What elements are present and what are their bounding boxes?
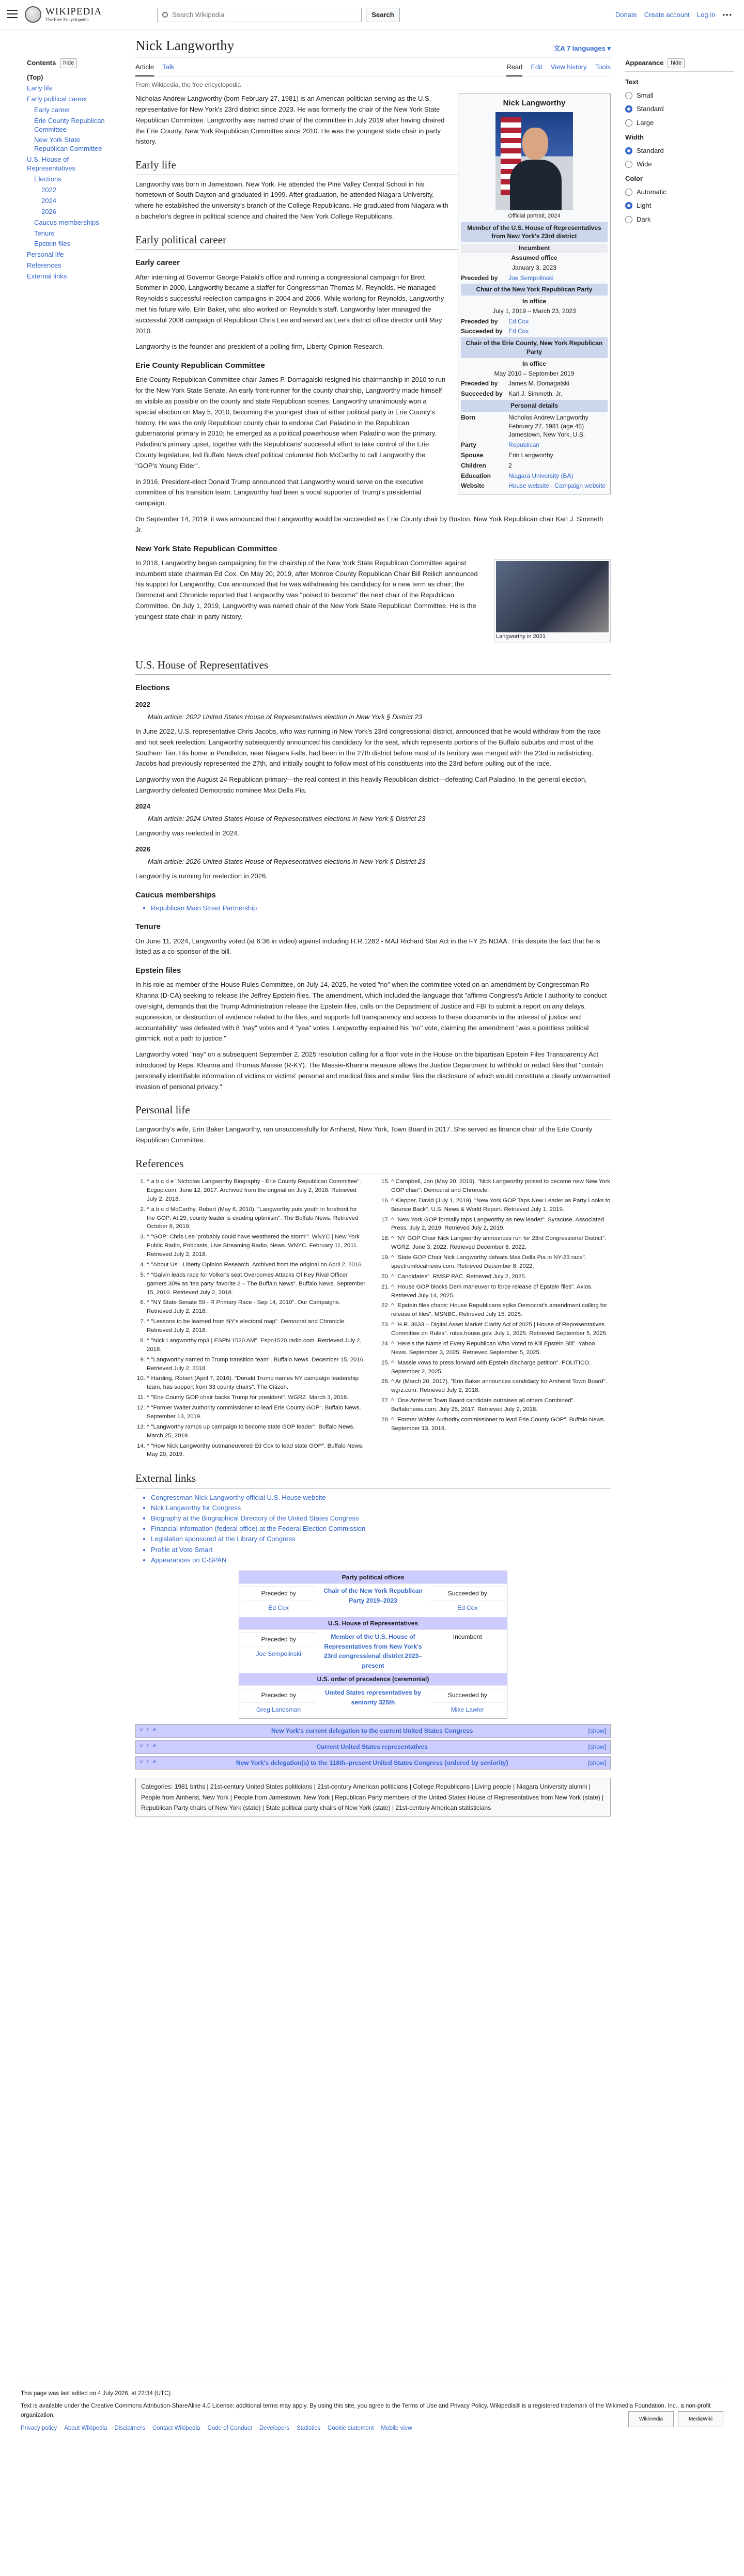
website-label: Website (461, 482, 485, 490)
spouse-value: Erin Langworthy (508, 452, 553, 459)
toc-item[interactable]: Erie County Republican Committee (34, 116, 105, 133)
erie-paragraph: Erie County Republican Committee chair James P. Domagalski resigned his chairmanship in 2010 to run for the New York State Senate. An early front-runner for the county chairship, Langworthy made himself as visible as possible on the county and state Republican scenes. Langworthy unanimously won a special election on May 5, 2010, becoming the youngest chair of either political party in Erie County's history. He was the only Republican county chair to endorse Carl Paladino in the Republican gubernatorial primary in 2010; he emerged as a political powerhouse when Paladino won the primary. Paladino's primary upset, together with the Republicans' successful effort to take control of the Erie County legislature, led Buffalo News chief political columnist Bob McCarthy to call Langworthy the "GOP's Young Elder". (135, 376, 446, 470)
toc-item[interactable]: Elections (34, 175, 61, 183)
website-links[interactable]: House website · Campaign website (508, 482, 606, 490)
tab-view-history[interactable]: View history (550, 63, 587, 71)
radio-icon (625, 119, 632, 127)
lead-paragraph: Nicholas Andrew Langworthy (born February 27, 1981) is an American politician serving as the U.S. representative for New York's 23rd district since 2023. He was formerly the chair of the New York State Republican Committee. Langworthy was named chair of the committee in July 2019 after having chaired the Erie County, New York Republican Committee since 2010. He was the youngest state chair in party history. (135, 95, 445, 146)
reference-item: 8. ^ "Nick Langworthy.mp3 | ESPN 1520 AM". Espn1520.radio.com. Retrieved July 2, 2018. (147, 1337, 366, 1354)
wikipedia-logo[interactable] (25, 6, 102, 23)
mediawiki-badge[interactable]: MediaWiki (678, 2411, 723, 2427)
party-label: Party (461, 441, 477, 449)
preceded-by-label: Preceded by (461, 317, 498, 325)
reference-item: 4. ^ "About Us". Liberty Opinion Research. Archived from the original on April 2, 2016. (147, 1261, 366, 1269)
term-dates: July 1, 2019 – March 23, 2023 (492, 307, 576, 315)
login-link[interactable]: Log in (696, 11, 716, 19)
navbox-title[interactable]: New York's current delegation to the current United States Congress (271, 1727, 473, 1735)
toc-item[interactable]: Caucus memberships (34, 218, 99, 226)
footer-link[interactable]: Cookie statement (328, 2425, 374, 2432)
reference-item: 9. ^ "Langworthy named to Trump transition team". Buffalo News. December 15, 2016. Retrieved July 2, 2018. (147, 1356, 366, 1373)
heading-2026: 2026 (135, 845, 150, 853)
assumed-office-label: Assumed office (511, 254, 557, 261)
radio-icon (625, 189, 632, 196)
footer-link[interactable]: Developers (259, 2425, 290, 2432)
office-county-chair[interactable]: Chair of the Erie County, New York Republican Party (461, 337, 608, 358)
toc-hide-button[interactable]: hide (60, 58, 77, 68)
reference-item: 23. ^ "H.R. 3633 – Digital Asset Market Clarity Act of 2025 | House of Representatives Committee on Rules". rules.house.gov. July 1, 2025. Retrieved September 5, 2025. (391, 1321, 611, 1338)
office-link[interactable]: Chair of the New York Republican Party 2019–2023 (318, 1584, 428, 1617)
heading-erie-county: Erie County Republican Committee (135, 361, 265, 370)
appearance-panel (625, 58, 734, 228)
toc-item[interactable]: 2026 (41, 207, 56, 215)
width-label: Width (625, 133, 644, 141)
heading-references: References (135, 1155, 611, 1174)
page-tabs (135, 59, 611, 76)
toc-title: Contents (27, 59, 56, 67)
heading-external-links: External links (135, 1470, 611, 1488)
color-label: Color (625, 175, 643, 183)
toc-item[interactable]: External links (27, 272, 67, 281)
toc-item[interactable]: U.S. House of Representatives (27, 156, 75, 173)
navbox-show-button[interactable]: [show] (588, 1759, 606, 1766)
precedence-title: U.S. order of precedence (ceremonial) (239, 1673, 507, 1686)
reference-item: 5. ^ "Galvin leads race for Volker's seat Overcomes Attacks Of Key Rival Officer garners 30% as 'tea party' favorite 2 – The Buffalo News". Buffalo News. September 15, 2010. Retrieved July 2, 2018. (147, 1271, 366, 1297)
text-size-label: Text (625, 78, 639, 86)
thumbnail-figure[interactable] (494, 559, 611, 643)
reference-item: 10. ^ Harding, Robert (April 7, 2016). "Donald Trump names NY campaign leadership team, has support from 33 county chairs". The Citizen. (147, 1374, 366, 1392)
reference-item: 25. ^ "Massie vows to press forward with Epstein discharge petition". POLITICO. September 2, 2025. (391, 1359, 611, 1376)
reference-item: 16. ^ Klepper, David (July 1, 2019). "New York GOP Taps New Leader as Party Looks to Bounce Back". U.S. News & World Report. Retrieved July 1, 2019. (391, 1197, 611, 1214)
election-2024-paragraph: Langworthy was reelected in 2024. (135, 829, 239, 837)
heading-caucus: Caucus memberships (135, 890, 216, 899)
external-link[interactable]: • Congressman Nick Langworthy official U.S. House website (151, 1493, 611, 1503)
text-option-small[interactable]: Small (625, 90, 734, 101)
succeeded-by-label: Succeeded by (461, 328, 503, 335)
navbox-show-button[interactable]: [show] (588, 1727, 606, 1735)
globe-icon (25, 6, 41, 23)
appearance-title: Appearance (625, 59, 664, 67)
tab-read[interactable]: Read (506, 59, 522, 76)
heading-nys-committee: New York State Republican Committee (135, 544, 277, 553)
width-option-standard[interactable]: Standard (625, 146, 734, 156)
children-value: 2 (508, 461, 512, 469)
reference-item: 11. ^ "Erie County GOP chair backs Trump for president". WGRZ. March 3, 2016. (147, 1393, 366, 1402)
succeeded-by-link[interactable]: Ed Cox (430, 1601, 505, 1615)
preceded-by-label: Preceded by (241, 1586, 316, 1601)
nys-paragraph: In 2018, Langworthy began campaigning for the chairship of the New York State Republican Committee against incumbent state chairman Ed Cox. On May 20, 2019, after Monroe County Republican Chair Bill Reilich announced his support for Langworthy, Cox announced that he was withdrawing his candidacy for a new term as chair; the Democrat and Chronicle reported that Langworthy was "poised to become" the next chair of the Republican Committee. On July 1, 2019, Langworthy was named chair of the New York State Republican Committee. He is the youngest state chair in party history. (135, 558, 478, 620)
reference-item: 15. ^ Campbell, Jon (May 20, 2019). "Nick Langworthy poised to become new New York GOP chair". Democrat and Chronicle. (391, 1177, 611, 1195)
footer-links (21, 2424, 723, 2433)
preceded-by-link[interactable]: Greg Landsman (241, 1702, 316, 1717)
succeeded-by-label: Succeeded by (430, 1688, 505, 1702)
site-sub: From Wikipedia, the free encyclopedia (135, 81, 241, 88)
reference-item: 12. ^ "Former Walter Authority commissioner to lead Erie County GOP". Buffalo News. September 13, 2019. (147, 1404, 366, 1421)
footer-link[interactable]: Privacy policy (21, 2425, 57, 2432)
navbox-collapsed[interactable] (135, 1724, 611, 1738)
navbox-collapsed[interactable] (135, 1740, 611, 1754)
reference-item: 21. ^ "House GOP blocks Dem maneuver to force release of Epstein files". Axios. Retrieved July 14, 2025. (391, 1283, 611, 1300)
navbox-title[interactable]: New York's delegation(s) to the 118th–present United States Congress (ordered by seniority) (236, 1759, 508, 1766)
office-state-chair[interactable]: Chair of the New York Republican Party (461, 284, 608, 296)
tenure-paragraph: On June 11, 2024, Langworthy voted (at 6:36 in video) against including H.R.1282 - MAJ Richard Star Act in the FY 25 NDAA. This despite the fact that he is listed as a co-sponsor of the bill. (135, 937, 600, 956)
radio-selected-icon (625, 105, 632, 113)
search-button[interactable]: Search (366, 8, 400, 22)
office-house[interactable]: Member of the U.S. House of Representatives from New York's 23rd district (461, 222, 608, 243)
tab-article[interactable]: Article (135, 59, 154, 76)
spouse-label: Spouse (461, 452, 484, 459)
vte-links[interactable]: v · t · e (140, 1759, 157, 1765)
radio-selected-icon (625, 147, 632, 154)
office-link[interactable]: United States representatives by seniority 325th (318, 1685, 428, 1718)
early-life-paragraph: Langworthy was born in Jamestown, New York. He attended the Pine Valley Central School in his hometown of South Dayton and graduated in 1999. After graduation, he attended Niagara University, where he established the university's branch of the College Republicans. He graduated from Niagara with a bachelor's degree in political science and chaired the New York College Republicans. (135, 180, 448, 221)
in-office-label: In office (522, 298, 546, 305)
footer-link[interactable]: About Wikipedia (64, 2425, 107, 2432)
navbox-show-button[interactable]: [show] (588, 1743, 606, 1750)
toc-item[interactable]: Early life (27, 84, 53, 92)
external-link[interactable]: • Biography at the Biographical Directory of the United States Congress (151, 1513, 611, 1524)
references-column-left (147, 1177, 366, 1461)
appearance-hide-button[interactable]: hide (668, 58, 685, 68)
children-label: Children (461, 461, 486, 469)
hatnote-2024[interactable]: Main article: 2024 United States House of Representatives elections in New York § District 23 (148, 814, 426, 823)
thumbnail-caption: Langworthy in 2021 (496, 633, 546, 640)
toc-item[interactable]: Early career (34, 105, 71, 114)
heading-epstein: Epstein files (135, 966, 181, 975)
footer-link[interactable]: Mobile view (381, 2425, 412, 2432)
radio-icon (625, 161, 632, 168)
caucus-item[interactable]: • Republican Main Street Partnership (151, 903, 611, 913)
external-link[interactable]: • Profile at Vote Smart (151, 1545, 611, 1555)
category-links[interactable]: Categories: 1981 births | 21st-century United States politicians | 21st-century American politicians | College Republicans | Living people | Niagara University alumni | People from Amherst, New York | People from Jamestown, New York | Republican Party members of the United States House of Representatives from New York (state) | Republican Party chairs of New York (state) | State political party chairs of New York (state) | 21st-century American statisticians (135, 1778, 611, 1817)
incumbent-label: Incumbent (461, 244, 608, 253)
footer-link[interactable]: Code of Conduct (207, 2425, 252, 2432)
toc-list (27, 73, 115, 281)
toc-item[interactable]: Epstein files (34, 240, 71, 248)
vte-links[interactable]: v · t · e (140, 1727, 157, 1733)
reference-item: 17. ^ "New York GOP formally taps Langworthy as new leader". Syracuse. Associated Press. July 2, 2019. Retrieved July 2, 2019. (391, 1216, 611, 1233)
succeeded-by-label: Succeeded by (430, 1586, 505, 1601)
navbox-collapsed[interactable] (135, 1756, 611, 1770)
tab-edit[interactable]: Edit (531, 63, 542, 71)
radio-icon (625, 216, 632, 223)
thumbnail-image[interactable] (496, 561, 609, 632)
reference-item: 27. ^ "One Amherst Town Board candidate outraises all others Combined". Buffalonews.com. July 25, 2017. Retrieved July 2, 2018. (391, 1396, 611, 1414)
heading-2022: 2022 (135, 700, 150, 708)
reference-item: 7. ^ "Lessons to be learned from NY's electoral map". Democrat and Chronicle. Retrieved July 2, 2018. (147, 1317, 366, 1335)
toc-item[interactable]: Personal life (27, 251, 64, 259)
external-link[interactable]: • Legislation sponsored at the Library of Congress (151, 1534, 611, 1544)
page-title: Nick Langworthy (135, 38, 235, 53)
election-2022-paragraph: In June 2022, U.S. representative Chris Jacobs, who was running in New York's 23rd congressional district, announced that he would withdraw from the race and not seek reelection. Langworthy subsequently announced his candidacy for the seat, which represents portions of the Buffalo suburbs and most of the Southern Tier. His home in Pendleton, near Niagara Falls, had been in the 27th district before most of its territory was merged with the 23rd in redistricting. Jacobs had previously represented the 27th, and initially sought to follow most of his constituents into the 23rd before pulling out of the race. (135, 727, 601, 768)
toc-item[interactable]: 2024 (41, 196, 56, 205)
heading-2024: 2024 (135, 802, 150, 810)
text-option-large[interactable]: Large (625, 118, 734, 128)
toc-item[interactable]: 2022 (41, 185, 56, 194)
heading-early-life: Early life (135, 157, 611, 175)
succeeded-by-label: Succeeded by (461, 390, 503, 398)
succession-title: Party political offices (239, 1571, 507, 1584)
reference-item: 19. ^ "State GOP Chair Nick Langworthy defeats Max Della Pia in NY-23 race". spectrumlocalnews.com. Retrieved December 8, 2022. (391, 1253, 611, 1271)
user-links (615, 10, 733, 20)
tools-menu[interactable]: Tools (595, 63, 611, 71)
reference-item: 22. ^ "Epstein files chaos: House Republicans spike Democrat's amendment calling for release of files". MSNBC. Retrieved July 15, 2025. (391, 1301, 611, 1319)
election-2026-paragraph: Langworthy is running for reelection in 2026. (135, 872, 268, 880)
term-dates: May 2010 – September 2019 (494, 369, 575, 377)
toc-item[interactable]: Early political career (27, 95, 88, 103)
more-options-icon[interactable]: ••• (722, 11, 733, 19)
infobox-name: Nick Langworthy (503, 99, 566, 108)
early-career-paragraph: After interning at Governor George Pataki's office and running a congressional campaign for Brett Sommer in 2000, Langworthy became a staffer for Congressman Thomas M. Reynolds. He managed Reynolds's successful reelection campaigns in 2004 and 2006. While working for Reynolds, Langworthy met his future wife, Erin Baker, who also worked on Reynolds's staff. Langworthy later managed the successful 2008 campaign of Republican Chris Lee and served as Lee's district office director until May 2010. (135, 273, 444, 335)
create-account-link[interactable]: Create account (644, 11, 690, 19)
article-body (135, 94, 611, 1817)
search-input[interactable]: Search Wikipedia (157, 8, 362, 22)
text-option-standard[interactable]: Standard (625, 104, 734, 114)
heading-early-political-career: Early political career (135, 231, 611, 250)
preceded-by-label: Preceded by (461, 274, 498, 282)
preceded-by-label: Preceded by (461, 380, 498, 387)
external-link[interactable]: • Financial information (federal office) at the Federal Election Commission (151, 1524, 611, 1534)
office-link[interactable]: Member of the U.S. House of Representatives from New York's 23rd congressional district 2023–present (318, 1630, 428, 1672)
reference-item: 24. ^ "Here's the Name of Every Republican Who Voted to Kill Epstein Bill". Yahoo News. September 3, 2025. Retrieved September 5, 2025. (391, 1340, 611, 1357)
wordmark: WIKIPEDIA (45, 6, 102, 17)
reference-item: 2. ^ a b c d McCarthy, Robert (May 6, 2010). "Langworthy puts youth in forefront for the GOP: At 29, county leader is exuding optimism". The Buffalo News. Retrieved October 8, 2019. (147, 1205, 366, 1232)
preceded-by-label: Preceded by (241, 1688, 316, 1702)
infobox (458, 94, 611, 494)
preceded-by-label: Preceded by (241, 1632, 316, 1647)
donate-link[interactable]: Donate (615, 11, 637, 19)
site-header (0, 0, 744, 30)
personal-paragraph: Langworthy's wife, Erin Baker Langworthy, ran unsuccessfully for Amherst, New York, Town Board in 2017. She served as finance chair of the Erie County Republican Committee. (135, 1125, 593, 1144)
radio-icon (625, 92, 632, 99)
reference-item: 28. ^ "Former Walter Authority commissioner to lead Erie County GOP". Buffalo News. September 13, 2019. (391, 1416, 611, 1433)
external-link[interactable]: • Appearances on C-SPAN (151, 1555, 611, 1565)
color-option-light[interactable]: Light (625, 200, 734, 211)
footer-link[interactable]: Statistics (297, 2425, 321, 2432)
toc-item[interactable]: References (27, 261, 61, 270)
heading-personal-life: Personal life (135, 1101, 611, 1120)
tab-talk[interactable]: Talk (162, 63, 175, 71)
hatnote-2026[interactable]: Main article: 2026 United States House of Representatives elections in New York § District 23 (148, 858, 426, 865)
preceded-by-link[interactable]: Ed Cox (241, 1601, 316, 1615)
reference-item: 13. ^ "Langworthy ramps up campaign to become state GOP leader". Buffalo News. March 25, 2019. (147, 1423, 366, 1440)
references-column-right (391, 1177, 611, 1461)
incumbent-label: Incumbent (428, 1630, 507, 1672)
toc-item[interactable]: New York State Republican Committee (34, 136, 102, 153)
footer-link[interactable]: Contact Wikipedia (152, 2425, 200, 2432)
preceded-by-link[interactable]: Joe Sempolinski (241, 1647, 316, 1661)
heading-tenure: Tenure (135, 922, 161, 932)
personal-details-header: Personal details (461, 400, 608, 412)
color-option-dark[interactable]: Dark (625, 214, 734, 225)
epstein-paragraph: In his role as member of the House Rules Committee, on July 14, 2025, he voted "no" when the committee voted on an amendment by Congressman Ro Khanna (D-CA) seeking to release the Jeffrey Epstein files. The amendment, which included the language that "affirms Congress's Article I authority to conduct oversight, demands that the Trump Administration release the Epstein files, calls on the Department of Justice and FBI to submit a report on any delays, suppression, or destruction of evidence related to the files, and supports full transparency and access to these documents in the interest of justice and accountability" was defeated with 8 "nay" votes and 4 "yea" votes. Langworthy explained his "no" vote, claiming the amendment "was a pointless political gimmick, not a path to justice." (135, 981, 607, 1043)
main-menu-icon[interactable] (7, 10, 18, 18)
reference-item: 26. ^ Ar (March 20, 2017). "Erin Baker announces candidacy for Amherst Town Board". wgrz.com. Retrieved July 2, 2018. (391, 1377, 611, 1395)
language-button[interactable]: 文A 7 languages ▾ (553, 44, 611, 53)
born-label: Born (461, 413, 475, 421)
education-label: Education (461, 472, 491, 479)
heading-house: U.S. House of Representatives (135, 657, 611, 675)
width-option-wide[interactable]: Wide (625, 159, 734, 169)
toc-item[interactable]: (Top) (27, 73, 43, 82)
epstein-paragraph: Langworthy voted "nay" on a subsequent September 2, 2025 resolution calling for a floor vote in the House on the bipartisan Epstein Files Transparency Act introduced by Reps. Khanna and Thomas Massie (R-KY). The Massie-Khanna measure allows the Justice Department to withhold or redact files that "contain personally identifiable information of victims or victims' personal and medical files and similar files the disclosure of which would constitute a clearly unwarranted invasion of personal privacy." (135, 1050, 610, 1091)
reference-item: 18. ^ "NY GOP Chair Nick Langworthy announces run for 23rd Congressional District". WGRZ. June 3, 2022. Retrieved December 8, 2022. (391, 1234, 611, 1252)
education-link[interactable]: Niagara University (BA) (508, 472, 574, 479)
heading-elections: Elections (135, 684, 170, 693)
navbox-title[interactable]: Current United States representatives (316, 1743, 428, 1750)
reference-item: 20. ^ "Candidates". RMSP PAC. Retrieved July 2, 2025. (391, 1273, 611, 1281)
external-link[interactable]: • Nick Langworthy for Congress (151, 1503, 611, 1513)
in-office-label: In office (522, 360, 546, 367)
page-footer (21, 2382, 723, 2433)
search-icon (162, 12, 168, 18)
succeeded-by-link[interactable]: Mike Lawler (430, 1702, 505, 1717)
footer-link[interactable]: Disclaimers (114, 2425, 145, 2432)
preceded-by-link[interactable]: Ed Cox (508, 317, 529, 325)
table-of-contents (27, 58, 115, 283)
last-edited: This page was last edited on 4 July 2026, at 22:34 (UTC). (21, 2391, 173, 2397)
reference-list (135, 1177, 611, 1461)
election-2022-paragraph: Langworthy won the August 24 Republican primary—the real contest in this heavily Republican district—defeating Carl Paladino. In the general election, Langworthy defeated Democratic nominee Max Della Pia. (135, 775, 587, 794)
wikimedia-badge[interactable]: Wikimedia (628, 2411, 674, 2427)
preceded-by-link[interactable]: Joe Sempolinski (508, 274, 554, 282)
vte-links[interactable]: v · t · e (140, 1743, 157, 1749)
hatnote-2022[interactable]: Main article: 2022 United States House of Representatives election in New York § District 23 (148, 712, 422, 721)
house-title: U.S. House of Representatives (239, 1617, 507, 1630)
portrait-caption: Official portrait, 2024 (508, 213, 561, 220)
main-content (135, 30, 611, 1817)
reference-item: 14. ^ "How Nick Langworthy outmaneuvered Ed Cox to lead state GOP". Buffalo News. May 20, 2019. (147, 1442, 366, 1460)
succeeded-by-value: Karl J. Simmeth, Jr. (508, 390, 563, 398)
reference-item: 6. ^ "NY State Senate 59 - R Primary Race - Sep 14, 2010". Our Campaigns. Retrieved July 2, 2018. (147, 1298, 366, 1316)
erie-paragraph: On September 14, 2019, it was announced that Langworthy would be succeeded as Erie County chair by Boston, New York Republican chair Karl J. Simmeth Jr. (135, 515, 603, 534)
party-link[interactable]: Republican (508, 441, 540, 449)
tagline: The Free Encyclopedia (45, 17, 89, 22)
toc-item[interactable]: Tenure (34, 229, 55, 237)
early-career-paragraph: Langworthy is the founder and president of a polling firm, Liberty Opinion Research. (135, 343, 384, 351)
official-portrait[interactable] (495, 112, 573, 210)
heading-early-career: Early career (135, 258, 180, 268)
navbox-group (135, 1724, 611, 1770)
reference-item: 1. ^ a b c d e "Nicholas Langworthy Biography - Erie County Republican Committee". Ecgop.com. June 12, 2017. Archived from the original on July 2, 2018. Retrieved July 2, 2018. (147, 1177, 366, 1204)
radio-selected-icon (625, 202, 632, 209)
color-option-automatic[interactable]: Automatic (625, 187, 734, 197)
assumed-office-date: January 3, 2023 (512, 263, 557, 271)
born-value: Nicholas Andrew Langworthy February 27, 1981 (age 45) Jamestown, New York, U.S. (508, 413, 588, 439)
succeeded-by-link[interactable]: Ed Cox (508, 328, 529, 335)
preceded-by-value: James M. Domagalski (508, 380, 570, 387)
license-text: Text is available under the Creative Commons Attribution-ShareAlike 4.0 License; additional terms may apply. By using this site, you agree to the Terms of Use and Privacy Policy. Wikipedia® is a registered trademark of the Wikimedia Foundation, Inc., a non-profit organization. (21, 2402, 711, 2418)
succession-box (239, 1571, 507, 1719)
external-links-list (151, 1493, 611, 1565)
erie-paragraph: In 2016, President-elect Donald Trump announced that Langworthy would serve on the executive committee of his transition team. Langworthy had been a vocal supporter of Trump's presidential campaign. (135, 477, 424, 507)
reference-item: 3. ^ "GOP: Chris Lee 'probably could have weathered the storm'". WNYC | New York Public Radio, Podcasts, Live Streaming Radio, News. WNYC. February 11, 2011. Retrieved July 2, 2018. (147, 1233, 366, 1259)
